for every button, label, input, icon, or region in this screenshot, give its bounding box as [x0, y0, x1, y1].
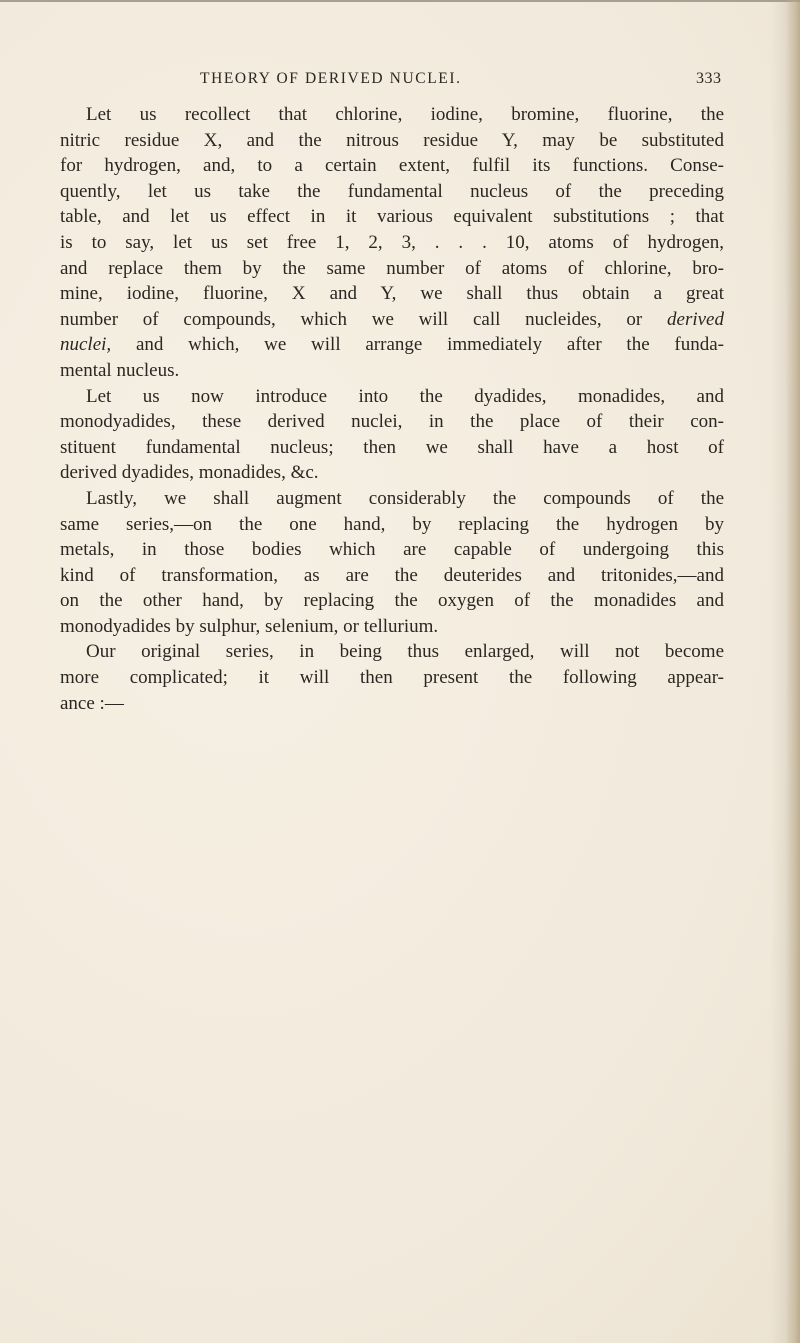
text-line	[60, 512, 724, 538]
text-line	[60, 332, 724, 358]
line-text: more complicated; it will then present the following appear-	[60, 667, 724, 689]
page-number: 333	[696, 70, 722, 87]
italic-term: derived	[667, 308, 724, 330]
line-text: on the other hand, by replacing the oxygen of the monadides and	[60, 590, 724, 612]
page-edge-shadow	[786, 0, 800, 1343]
running-title: THEORY OF DERIVED NUCLEI.	[200, 70, 462, 87]
line-text: and replace them by the same number of atoms of chlorine, bro-	[60, 257, 724, 279]
text-line	[60, 256, 724, 282]
text-line	[60, 486, 724, 512]
line-text: metals, in those bodies which are capable of undergoing this	[60, 539, 724, 561]
line-text: nitric residue X, and the nitrous residue Y, may be substituted	[60, 129, 724, 151]
line-text: Lastly, we shall augment considerably the compounds of the	[86, 487, 724, 509]
text-line	[60, 230, 724, 256]
text-line	[60, 588, 724, 614]
running-head	[0, 70, 800, 96]
text-line	[60, 409, 724, 435]
text-line	[60, 384, 724, 410]
line-text: Let us now introduce into the dyadides, monadides, and	[86, 385, 724, 407]
text-line	[60, 665, 724, 691]
text-line	[60, 691, 724, 717]
text-line	[60, 358, 724, 384]
text-line	[60, 307, 724, 333]
text-line	[60, 179, 724, 205]
text-line	[60, 614, 724, 640]
line-text: stituent fundamental nucleus; then we shall have a host of	[60, 436, 724, 458]
text-line	[60, 435, 724, 461]
line-text: mine, iodine, fluorine, X and Y, we shall thus obtain a great	[60, 283, 724, 305]
line-text: ance :—	[60, 692, 124, 714]
body-text	[60, 102, 724, 716]
line-text: mental nucleus.	[60, 359, 180, 381]
line-text: same series,—on the one hand, by replacing the hydrogen by	[60, 513, 724, 535]
line-text: Let us recollect that chlorine, iodine, bromine, fluorine, the	[86, 104, 724, 125]
top-border-rule	[0, 0, 800, 2]
text-line	[60, 153, 724, 179]
text-line	[60, 639, 724, 665]
text-line	[60, 102, 724, 128]
text-line	[60, 537, 724, 563]
line-text: quently, let us take the fundamental nucleus of the preceding	[60, 180, 724, 202]
text-line	[60, 204, 724, 230]
line-text: is to say, let us set free 1, 2, 3, . . . 10, atoms of hydrogen,	[60, 231, 724, 253]
line-text: and which, we will arrange immediately after the funda-	[111, 334, 724, 356]
line-text: table, and let us effect in it various equivalent substitutions ; that	[60, 206, 724, 228]
line-text: Our original series, in being thus enlarged, will not become	[86, 641, 724, 663]
text-line	[60, 128, 724, 154]
line-text: derived dyadides, monadides, &c.	[60, 462, 319, 484]
line-text: monodyadides, these derived nuclei, in the place of their con-	[60, 411, 724, 433]
line-text: for hydrogen, and, to a certain extent, fulfil its functions. Conse-	[60, 155, 724, 177]
line-text: kind of transformation, as are the deuterides and tritonides,—and	[60, 564, 724, 586]
line-text: number of compounds, which we will call nucleides, or	[60, 308, 643, 330]
text-line	[60, 281, 724, 307]
text-line	[60, 563, 724, 589]
italic-term: nuclei,	[60, 334, 112, 356]
text-line	[60, 460, 724, 486]
line-text: monodyadides by sulphur, selenium, or tellurium.	[60, 615, 439, 637]
